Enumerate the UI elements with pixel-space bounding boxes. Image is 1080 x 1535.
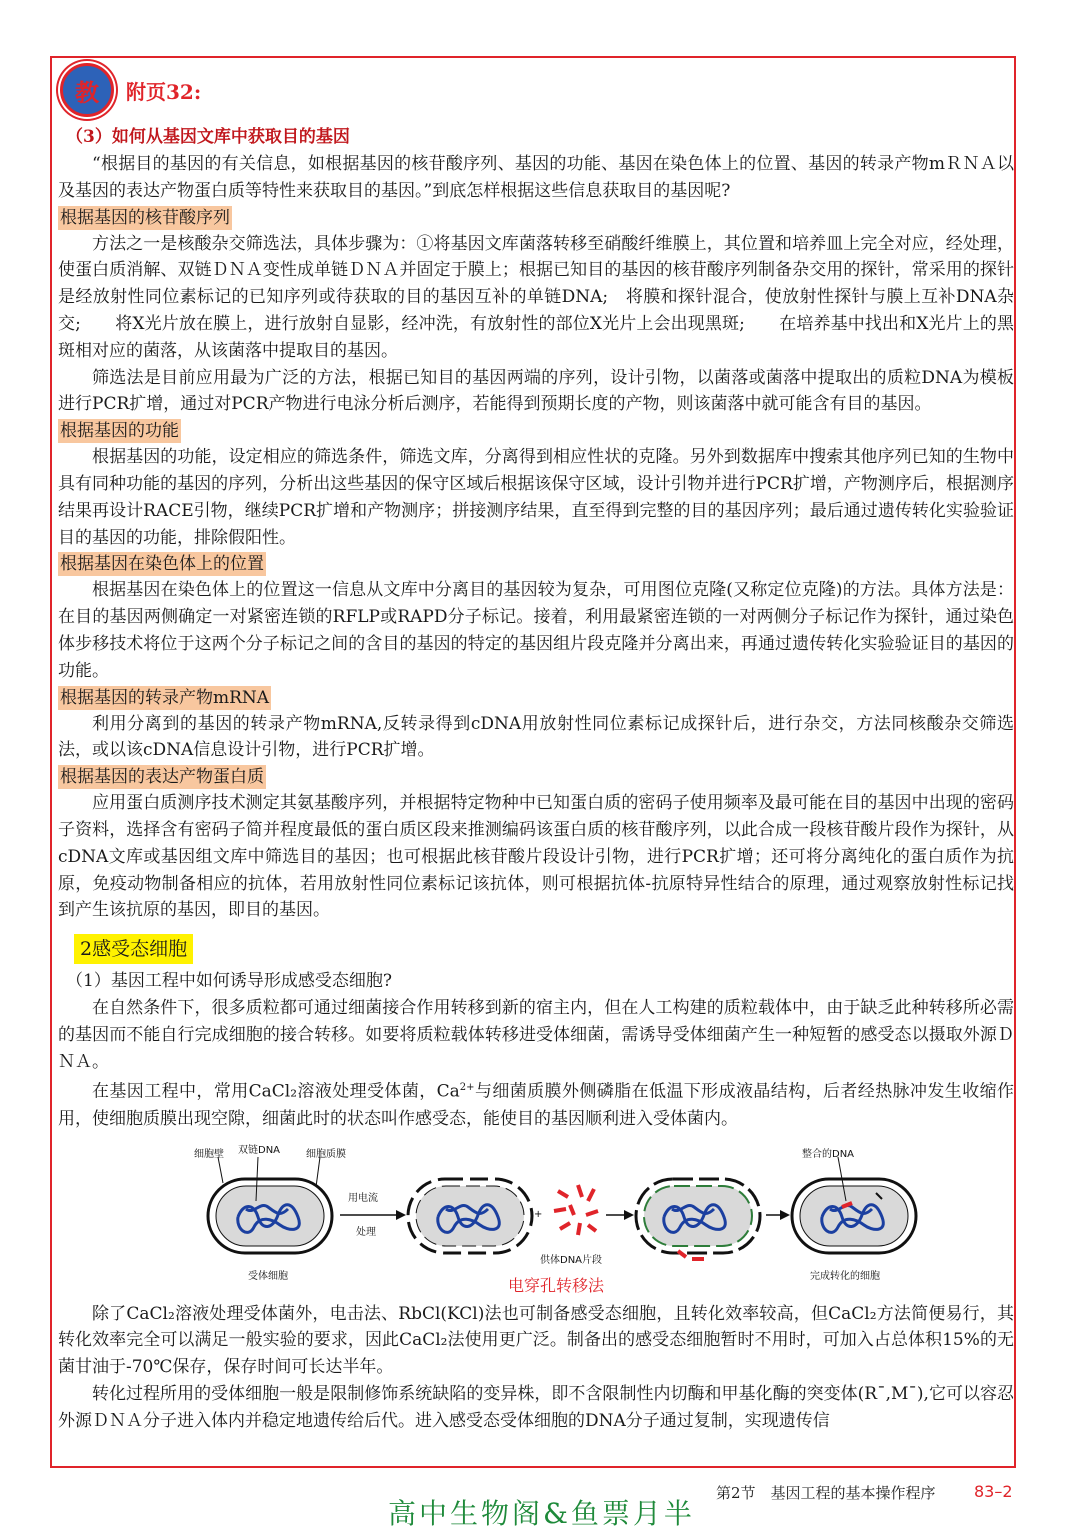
cacl2-paragraph (58, 1075, 1014, 1132)
label-membrane: 细胞质膜 (306, 1148, 346, 1160)
footer-section: 第2节 基因工程的基本操作程序 (716, 1484, 936, 1502)
label-plus: + (534, 1208, 543, 1220)
section-2-title: 2感受态细胞 (74, 934, 193, 964)
label-cell-wall: 细胞壁 (194, 1148, 224, 1160)
porated-cell-shape (408, 1179, 532, 1253)
section-heading: 根据基因在染色体上的位置 (60, 554, 264, 575)
label-dsdna: 双链DNA (238, 1144, 281, 1156)
paragraph: 在自然条件下，很多质粒都可通过细菌接合作用转移到新的宿主内，但在人工构建的质粒载体中，由于缺乏此种转移所必需的基因而不能自行完成细胞的接合转移。如要将质粒载体转移进受体细菌，需诱导受体细菌产生一种短暂的感受态以摄取外源ＤＮＡ。 (58, 997, 1014, 1072)
superscript: 2+ (459, 1082, 475, 1094)
label-transformed: 完成转化的细胞 (810, 1270, 880, 1282)
teacher-badge (60, 63, 114, 117)
badge-label: 教 (75, 77, 99, 107)
diagram-caption: 电穿孔转移法 (508, 1275, 605, 1295)
paragraph: 根据基因在染色体上的位置这一信息从文库中分离目的基因较为复杂，可用图位克隆(又称定位克隆)的方法。具体方法是：在目的基因两侧确定一对紧密连锁的RFLP或RAPD分子标记。接着，利用最紧密连锁的一对两侧分子标记作为探针，通过染色体步移技术将位于这两个分子标记之间的含目的基因的特定的基因组片段克隆并分离出来，再通过遗传转化实验验证目的基因的功能。 (58, 580, 1014, 681)
appendix-header (58, 62, 1014, 118)
label-donor: 供体DNA片段 (540, 1254, 603, 1266)
appendix-title: 附页32: (126, 79, 202, 104)
label-treatment: 处理 (356, 1226, 376, 1238)
subsection-title: （1）基因工程中如何诱导形成感受态细胞? (66, 971, 392, 992)
intro-paragraph: “根据目的基因的有关信息，如根据基因的核苷酸序列、基因的功能、基因在染色体上的位置、基因的转录产物mＲＮＡ以及基因的表达产物蛋白质等特性来获取目的基因。”到底怎样根据这些信息获取目的基因呢? (58, 154, 1014, 201)
section-heading: 根据基因的表达产物蛋白质 (60, 767, 264, 788)
recipient-cell-shape (208, 1179, 332, 1253)
label-integrated-dna: 整合的DNA (802, 1148, 855, 1160)
paragraph: 利用分离到的基因的转录产物mRNA,反转录得到cDNA用放射性同位素标记成探针后，进行杂交，方法同核酸杂交筛选法，或以该cDNA信息设计引物，进行PCR扩增。 (58, 713, 1014, 761)
page-content (58, 62, 1014, 1435)
section-heading: 根据基因的转录产物mRNA (60, 687, 270, 708)
paragraph: 转化过程所用的受体细胞一般是限制修饰系统缺陷的变异株，即不含限制性内切酶和甲基化酶的突变体(Rˉ,Mˉ),它可以容忍外源ＤＮＡ分子进入体内并稳定地遗传给后代。进入感受态受体细胞的DNA分子通过复制，实现遗传信 (58, 1383, 1014, 1431)
subsection-title: （3）如何从基因文库中获取目的基因 (66, 127, 350, 147)
paragraph: 应用蛋白质测序技术测定其氨基酸序列，并根据特定物种中已知蛋白质的密码子使用频率及最可能在目的基因中出现的密码子资料，选择含有密码子简并程度最低的蛋白质区段来推测编码该蛋白质的核苷酸序列，以此合成一段核苷酸片段作为探针，从cDNA文库或基因组文库中筛选目的基因；也可根据此核苷酸片段设计引物，进行PCR扩增；还可将分离纯化的蛋白质作为抗原，免疫动物制备相应的抗体，若用放射性同位素标记该抗体，则可根据抗体-抗原特异性结合的原理，通过观察放射性标记找到产生该抗原的基因，即目的基因。 (58, 793, 1014, 921)
label-recipient: 受体细胞 (248, 1270, 288, 1282)
section-heading: 根据基因的功能 (60, 421, 179, 442)
transformed-cell-shape (792, 1179, 916, 1253)
uptake-cell-shape (636, 1179, 760, 1259)
text-run: 在基因工程中，常用CaCl₂溶液处理受体菌，Ca (92, 1081, 460, 1102)
section-heading: 根据基因的核苷酸序列 (60, 207, 230, 228)
electroporation-diagram (58, 1139, 1014, 1299)
footer-brand: 高中生物阁&鱼票月半 (388, 1497, 695, 1530)
label-current: 用电流 (348, 1192, 378, 1204)
page-number: 83–2 (974, 1482, 1013, 1501)
donor-fragments-shape (554, 1185, 598, 1235)
text-run: 与细菌质膜外侧磷脂在低温下形成液晶结构，后者经热脉冲发生收缩作用，使细胞质膜出现空隙，细菌此时的状态叫作感受态，能使目的基因顺利进入受体菌内。 (58, 1081, 1015, 1129)
paragraph: 方法之一是核酸杂交筛选法，具体步骤为：①将基因文库菌落转移至硝酸纤维膜上，其位置和培养皿上完全对应，经处理，使蛋白质消解、双链ＤＮＡ变性成单链ＤＮＡ并固定于膜上；根据已知目的基因的核苷酸序列制备杂交用的探针，常采用的探针是经放射性同位素标记的已知序列或待获取的目的基因互补的单链DNA; 将膜和探针混合，使放射性探针与膜上互补DNA杂交; 将X光片放在膜上，进行放射自显影，经冲洗，有放射性的部位X光片上会出现黑斑; 在培养基中找出和X光片上的黑斑相对应的菌落，从该菌落中提取目的基因。 (58, 233, 1014, 361)
paragraph: 筛选法是目前应用最为广泛的方法，根据已知目的基因两端的序列，设计引物，以菌落或菌落中提取出的质粒DNA为模板进行PCR扩增，通过对PCR产物进行电泳分析后测序，若能得到预期长度的产物，则该菌落中就可能含有目的基因。 (58, 367, 1014, 415)
paragraph: 除了CaCl₂溶液处理受体菌外，电击法、RbCl(KCl)法也可制备感受态细胞，且转化效率较高，但CaCl₂方法简便易行，其转化效率完全可以满足一般实验的要求，因此CaCl₂法使用更广泛。制备出的感受态细胞暂时不用时，可加入占总体积15%的无菌甘油于-70℃保存，保存时间可长达半年。 (58, 1303, 1014, 1378)
paragraph: 根据基因的功能，设定相应的筛选条件，筛选文库，分离得到相应性状的克隆。另外到数据库中搜索其他序列已知的生物中具有同种功能的基因的序列，分析出这些基因的保守区域后根据该保守区域，设计引物并进行PCR扩增，产物测序后，根据测序结果再设计RACE引物，继续PCR扩增和产物测序；拼接测序结果，直至得到完整的目的基因序列；最后通过遗传转化实验验证目的基因的功能，排除假阳性。 (58, 447, 1014, 548)
